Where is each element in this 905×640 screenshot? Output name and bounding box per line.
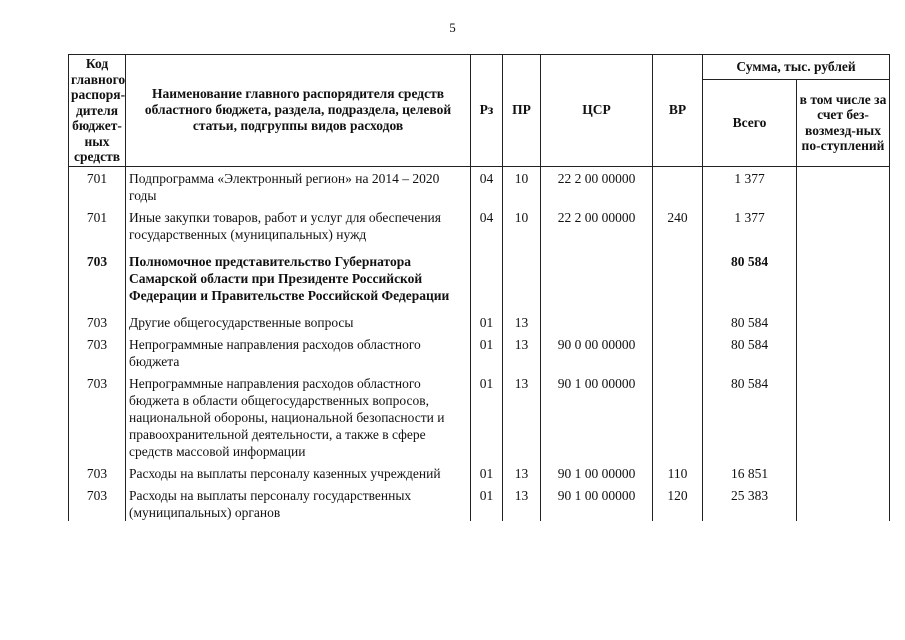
cell-pr: 13 [503, 331, 541, 370]
cell-pr: 13 [503, 482, 541, 521]
cell-gratuitous [797, 370, 890, 460]
cell-csr [541, 243, 653, 304]
cell-total: 25 383 [703, 482, 797, 521]
cell-pr: 13 [503, 460, 541, 482]
cell-name: Другие общегосударственные вопросы [126, 304, 471, 331]
header-gratuitous: в том числе за счет без-возмезд-ных по-ступлений [797, 80, 890, 166]
header-csr: ЦСР [541, 55, 653, 167]
cell-vr: 120 [653, 482, 703, 521]
cell-rz: 04 [471, 204, 503, 243]
cell-name: Непрограммные направления расходов областного бюджета [126, 331, 471, 370]
cell-rz: 01 [471, 370, 503, 460]
cell-pr [503, 243, 541, 304]
cell-gratuitous [797, 166, 890, 204]
cell-vr [653, 370, 703, 460]
cell-rz [471, 243, 503, 304]
cell-rz: 04 [471, 166, 503, 204]
table-row [69, 370, 890, 460]
cell-pr: 10 [503, 166, 541, 204]
table-row [69, 460, 890, 482]
table-row [69, 204, 890, 243]
cell-code: 701 [69, 166, 126, 204]
cell-gratuitous [797, 304, 890, 331]
cell-code: 703 [69, 331, 126, 370]
cell-vr: 240 [653, 204, 703, 243]
cell-vr [653, 304, 703, 331]
cell-total: 80 584 [703, 243, 797, 304]
cell-code: 703 [69, 243, 126, 304]
cell-rz: 01 [471, 331, 503, 370]
cell-vr [653, 166, 703, 204]
cell-gratuitous [797, 331, 890, 370]
cell-gratuitous [797, 204, 890, 243]
cell-rz: 01 [471, 460, 503, 482]
cell-csr: 90 0 00 00000 [541, 331, 653, 370]
budget-table [68, 54, 890, 521]
cell-code: 703 [69, 304, 126, 331]
cell-gratuitous [797, 243, 890, 304]
cell-total: 80 584 [703, 331, 797, 370]
header-sum: Сумма, тыс. рублей [703, 55, 890, 80]
cell-code: 703 [69, 482, 126, 521]
header-rz: Рз [471, 55, 503, 167]
cell-csr: 22 2 00 00000 [541, 204, 653, 243]
cell-rz: 01 [471, 482, 503, 521]
cell-csr [541, 304, 653, 331]
header-vr: ВР [653, 55, 703, 167]
cell-name: Расходы на выплаты персоналу государственных (муниципальных) органов [126, 482, 471, 521]
cell-code: 701 [69, 204, 126, 243]
cell-gratuitous [797, 482, 890, 521]
cell-csr: 90 1 00 00000 [541, 460, 653, 482]
cell-name: Расходы на выплаты персоналу казенных учреждений [126, 460, 471, 482]
cell-code: 703 [69, 460, 126, 482]
cell-name: Полномочное представительство Губернатора Самарской области при Президенте Российской Федерации и Правительстве Российской Федерации [126, 243, 471, 304]
table-row [69, 482, 890, 521]
table-row [69, 243, 890, 304]
table-row [69, 304, 890, 331]
cell-gratuitous [797, 460, 890, 482]
table-row [69, 166, 890, 204]
cell-name: Подпрограмма «Электронный регион» на 2014 – 2020 годы [126, 166, 471, 204]
cell-total: 80 584 [703, 370, 797, 460]
table-header [69, 55, 890, 167]
cell-total: 1 377 [703, 204, 797, 243]
header-pr: ПР [503, 55, 541, 167]
cell-name: Иные закупки товаров, работ и услуг для обеспечения государственных (муниципальных) нужд [126, 204, 471, 243]
cell-rz: 01 [471, 304, 503, 331]
cell-csr: 22 2 00 00000 [541, 166, 653, 204]
page-number: 5 [449, 20, 456, 35]
table-body [69, 166, 890, 521]
cell-total: 16 851 [703, 460, 797, 482]
header-name: Наименование главного распорядителя средств областного бюджета, раздела, подраздела, целевой статьи, подгруппы видов расходов [126, 55, 471, 167]
cell-vr [653, 243, 703, 304]
cell-vr [653, 331, 703, 370]
cell-csr: 90 1 00 00000 [541, 482, 653, 521]
cell-name: Непрограммные направления расходов областного бюджета в области общегосударственных вопросов, национальной обороны, национальной безопасности и правоохранительной деятельности, а также в сфере средств массовой информации [126, 370, 471, 460]
cell-pr: 13 [503, 370, 541, 460]
cell-total: 80 584 [703, 304, 797, 331]
cell-pr: 13 [503, 304, 541, 331]
cell-csr: 90 1 00 00000 [541, 370, 653, 460]
table-row [69, 331, 890, 370]
header-code: Код главного распоря-дителя бюджет-ных средств [69, 55, 126, 167]
cell-pr: 10 [503, 204, 541, 243]
header-total: Всего [703, 80, 797, 166]
cell-total: 1 377 [703, 166, 797, 204]
cell-vr: 110 [653, 460, 703, 482]
cell-code: 703 [69, 370, 126, 460]
